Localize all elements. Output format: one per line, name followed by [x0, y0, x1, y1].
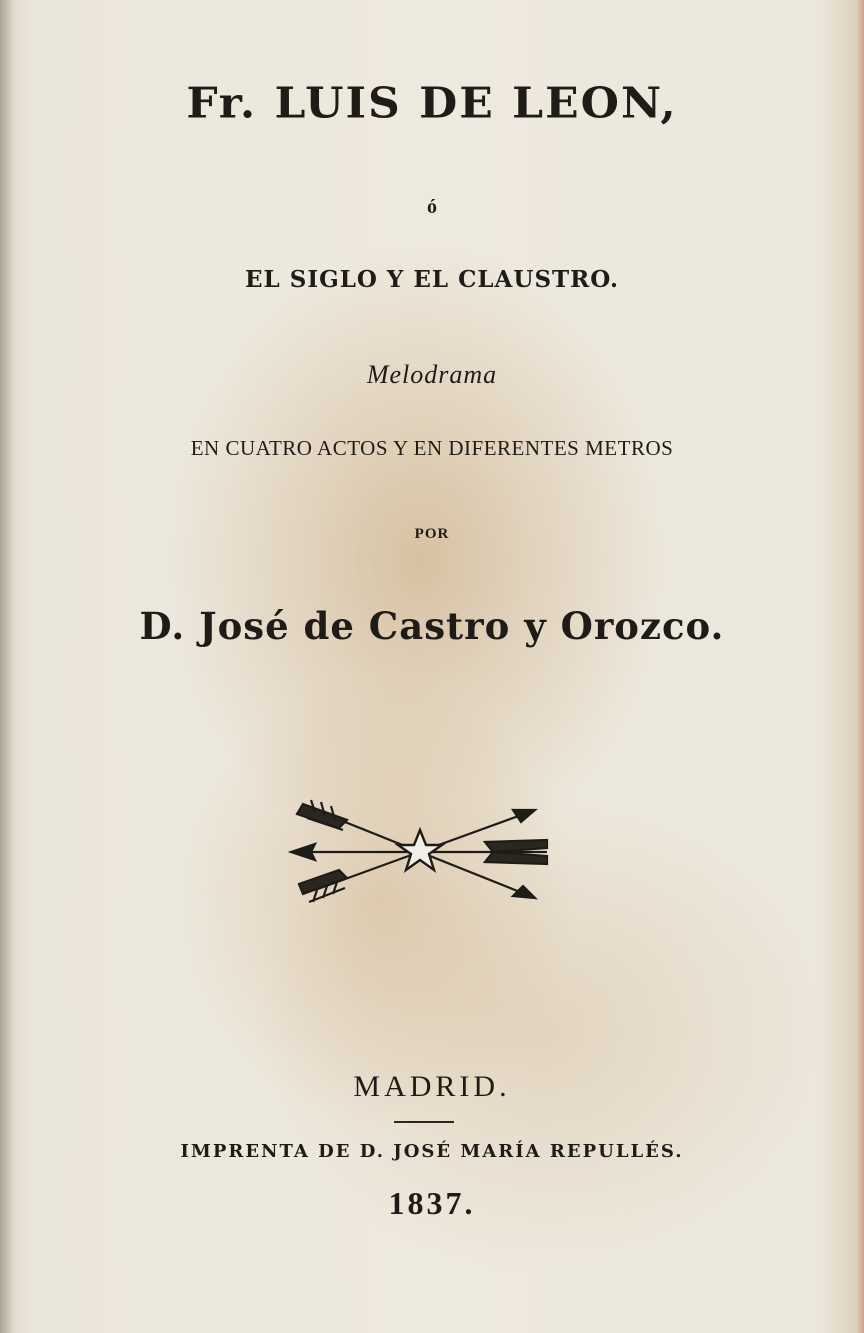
book-subtitle: EL SIGLO Y EL CLAUSTRO.: [245, 266, 619, 293]
publication-year: 1837.: [388, 1185, 476, 1221]
book-title: Fr. LUIS DE LEON,: [186, 79, 678, 128]
title-conjunction: ó: [427, 196, 437, 218]
acts-description: EN CUATRO ACTOS Y EN DIFERENTES METROS: [190, 436, 674, 460]
divider-rule: [394, 1121, 454, 1123]
crossed-arrows-star-icon: [285, 790, 555, 915]
author-name: D. José de Castro y Orozco.: [139, 604, 725, 648]
printer-name: IMPRENTA DE D. JOSÉ MARÍA REPULLÉS.: [180, 1141, 684, 1162]
genre-label: Melodrama: [366, 360, 498, 389]
by-label: POR: [414, 526, 450, 542]
publication-city: MADRID.: [353, 1070, 511, 1103]
